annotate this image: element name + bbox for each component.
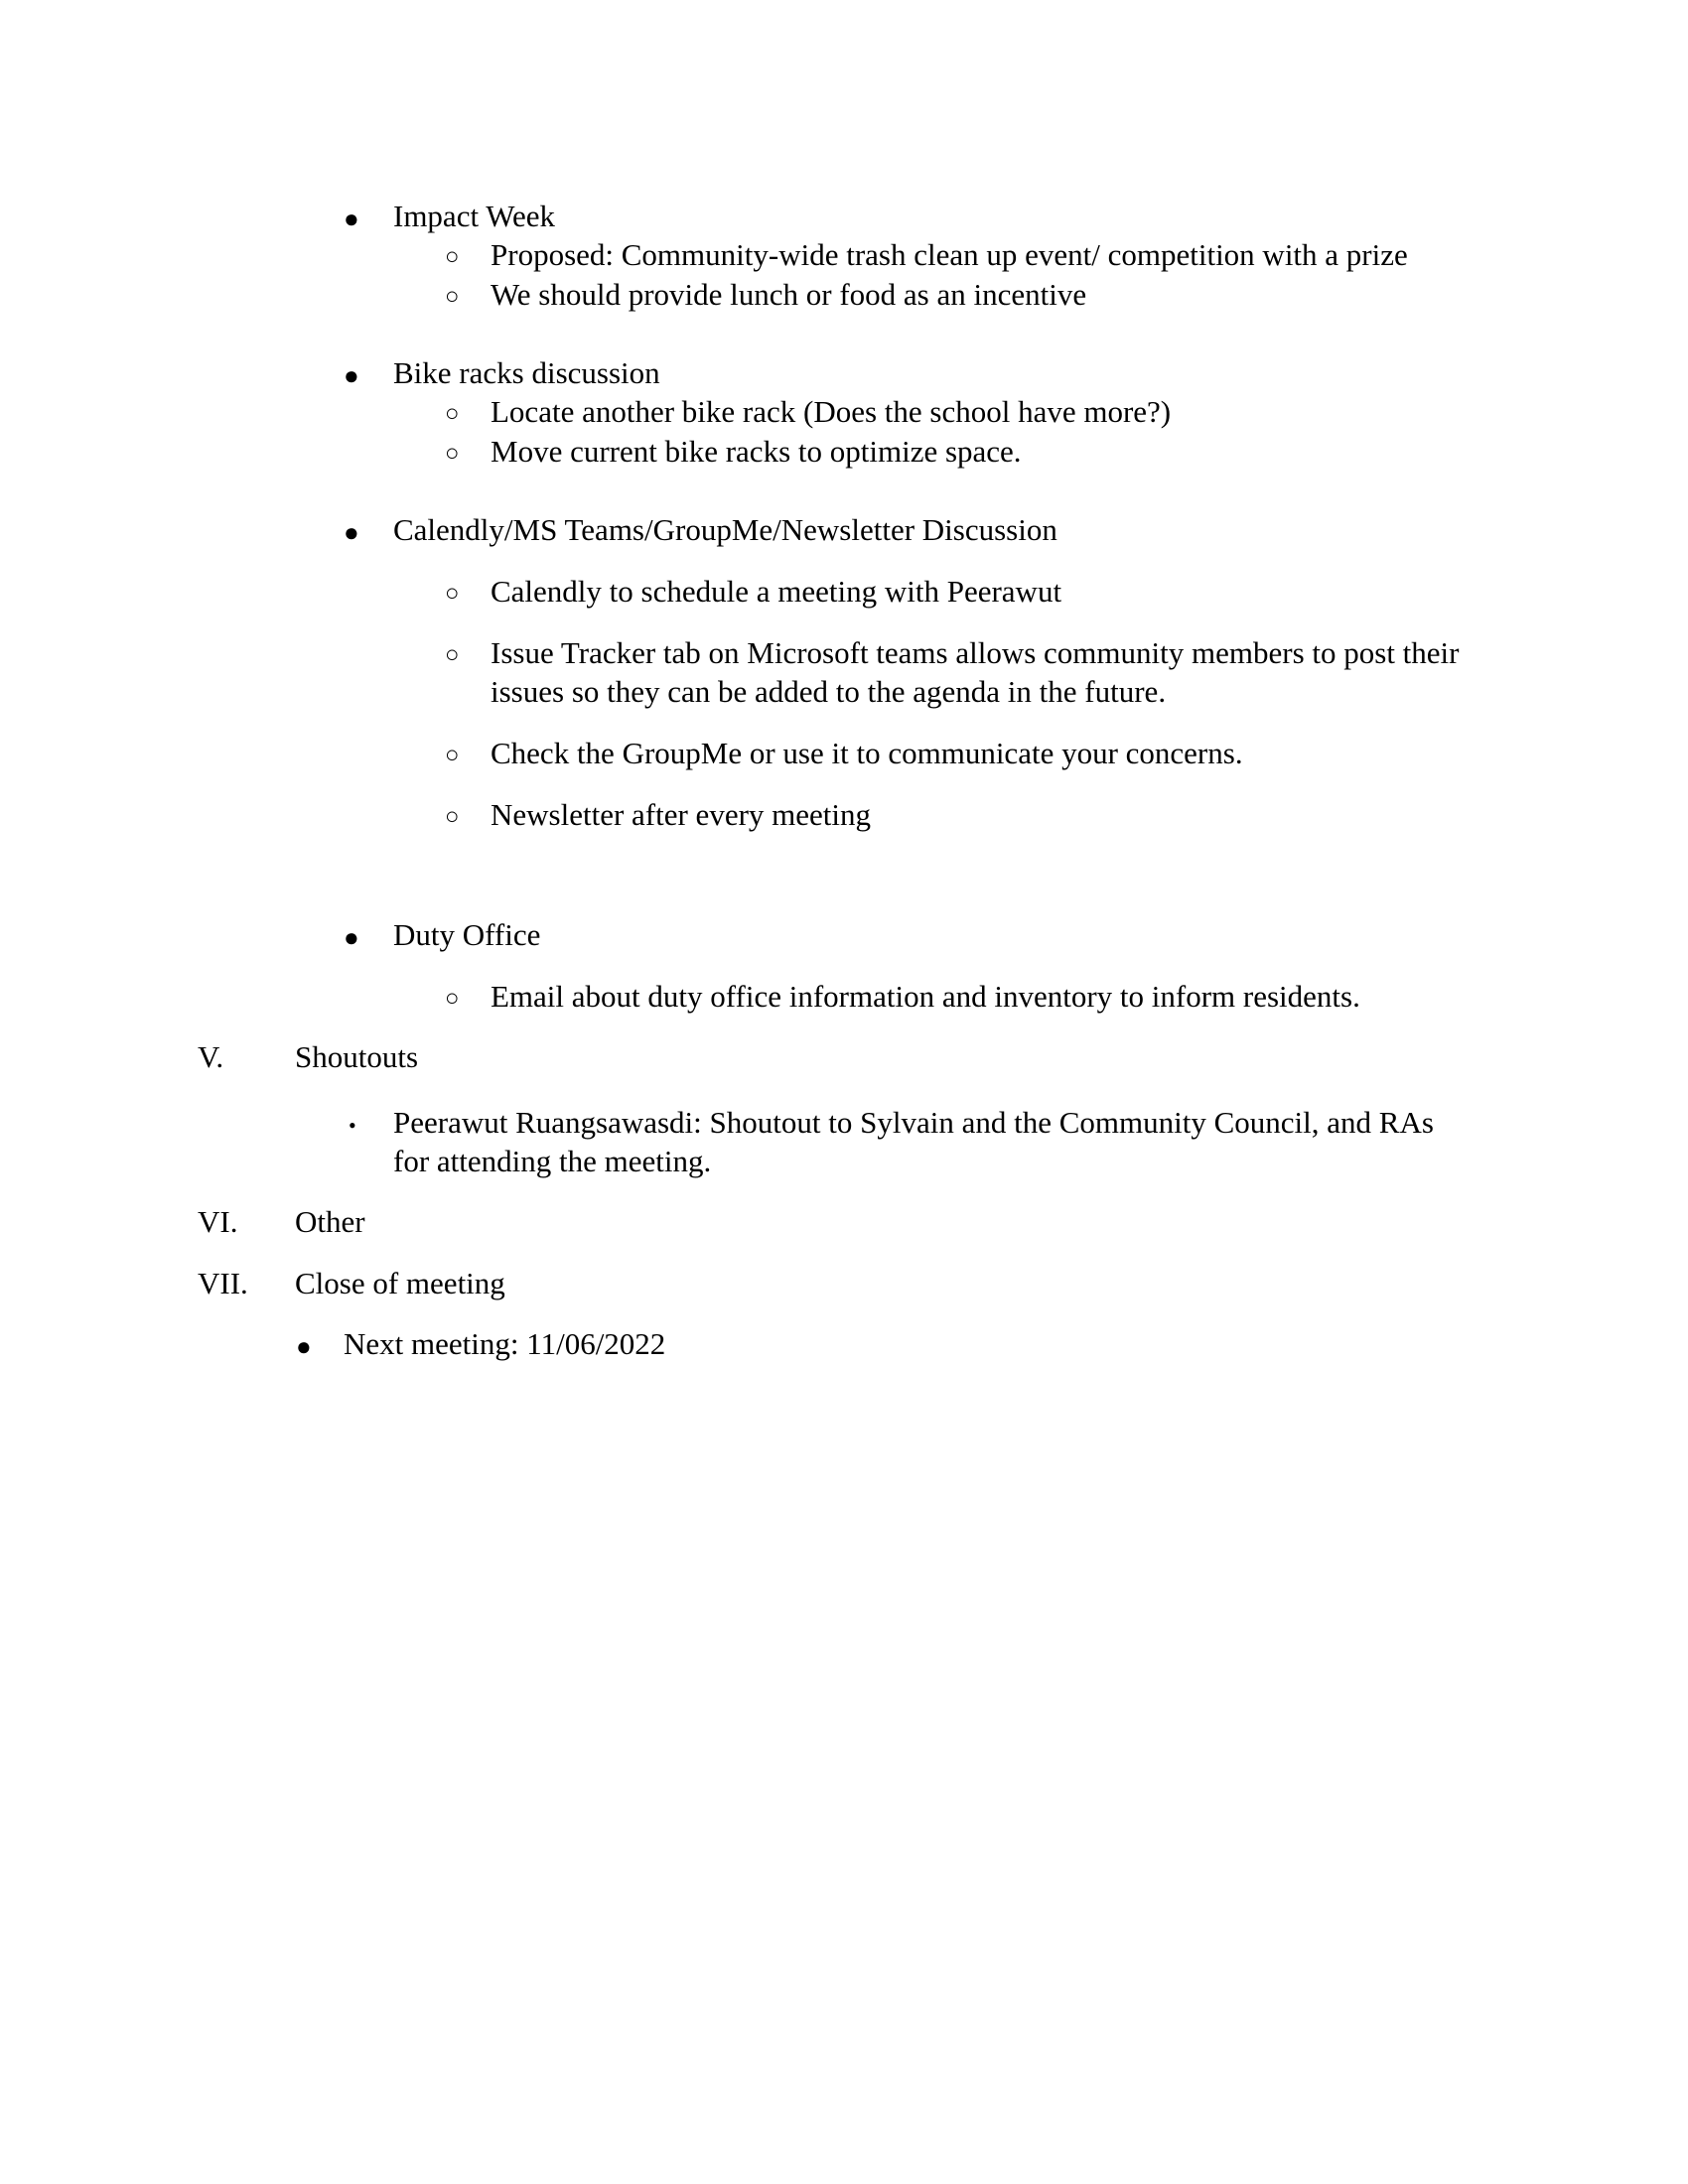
hollow-bullet-icon: ○ xyxy=(445,441,460,467)
section-numeral: V. xyxy=(198,1039,224,1074)
bullet-icon: ● xyxy=(344,518,359,547)
topic-duty-office: Duty Office xyxy=(393,917,541,952)
impact-week-item: We should provide lunch or food as an incentive xyxy=(491,277,1087,312)
hollow-bullet-icon: ○ xyxy=(445,743,460,768)
bullet-icon: ● xyxy=(344,205,359,233)
hollow-bullet-icon: ○ xyxy=(445,284,460,310)
hollow-bullet-icon: ○ xyxy=(445,401,460,427)
hollow-bullet-icon: ○ xyxy=(445,642,460,668)
topic-bike-racks: Bike racks discussion xyxy=(393,355,660,390)
shoutout-item: Peerawut Ruangsawasdi: Shoutout to Sylvain and the Community Council, and RAs for attending the meeting. xyxy=(393,1105,1434,1178)
hollow-bullet-icon: ○ xyxy=(445,986,460,1012)
next-meeting-item: Next meeting: 11/06/2022 xyxy=(344,1326,666,1361)
impact-week-item: Proposed: Community-wide trash clean up event/ competition with a prize xyxy=(491,237,1408,272)
bike-racks-item: Locate another bike rack (Does the school have more?) xyxy=(491,394,1172,429)
topic-impact-week: Impact Week xyxy=(393,199,556,233)
calendly-item: Calendly to schedule a meeting with Peerawut xyxy=(491,574,1062,609)
bike-racks-item: Move current bike racks to optimize space. xyxy=(491,434,1022,469)
section-title-shoutouts: Shoutouts xyxy=(295,1039,419,1074)
calendly-item: Check the GroupMe or use it to communicate your concerns. xyxy=(491,736,1243,770)
calendly-item: Issue Tracker tab on Microsoft teams allows community members to post their issues so they can be added to the agenda in the future. xyxy=(491,635,1460,709)
bullet-icon: ● xyxy=(296,1332,312,1361)
hollow-bullet-icon: ○ xyxy=(445,804,460,830)
hollow-bullet-icon: ○ xyxy=(445,581,460,607)
bullet-icon: ● xyxy=(344,361,359,390)
section-title-other: Other xyxy=(295,1204,365,1239)
section-numeral: VII. xyxy=(198,1266,248,1300)
section-title-close: Close of meeting xyxy=(295,1266,505,1300)
calendly-item: Newsletter after every meeting xyxy=(491,797,872,832)
topic-calendly: Calendly/MS Teams/GroupMe/Newsletter Discussion xyxy=(393,512,1057,547)
bullet-icon: ● xyxy=(344,923,359,952)
hollow-bullet-icon: ○ xyxy=(445,244,460,270)
section-numeral: VI. xyxy=(198,1204,238,1239)
duty-office-item: Email about duty office information and inventory to inform residents. xyxy=(491,979,1360,1014)
bullet-icon: • xyxy=(349,1113,356,1138)
